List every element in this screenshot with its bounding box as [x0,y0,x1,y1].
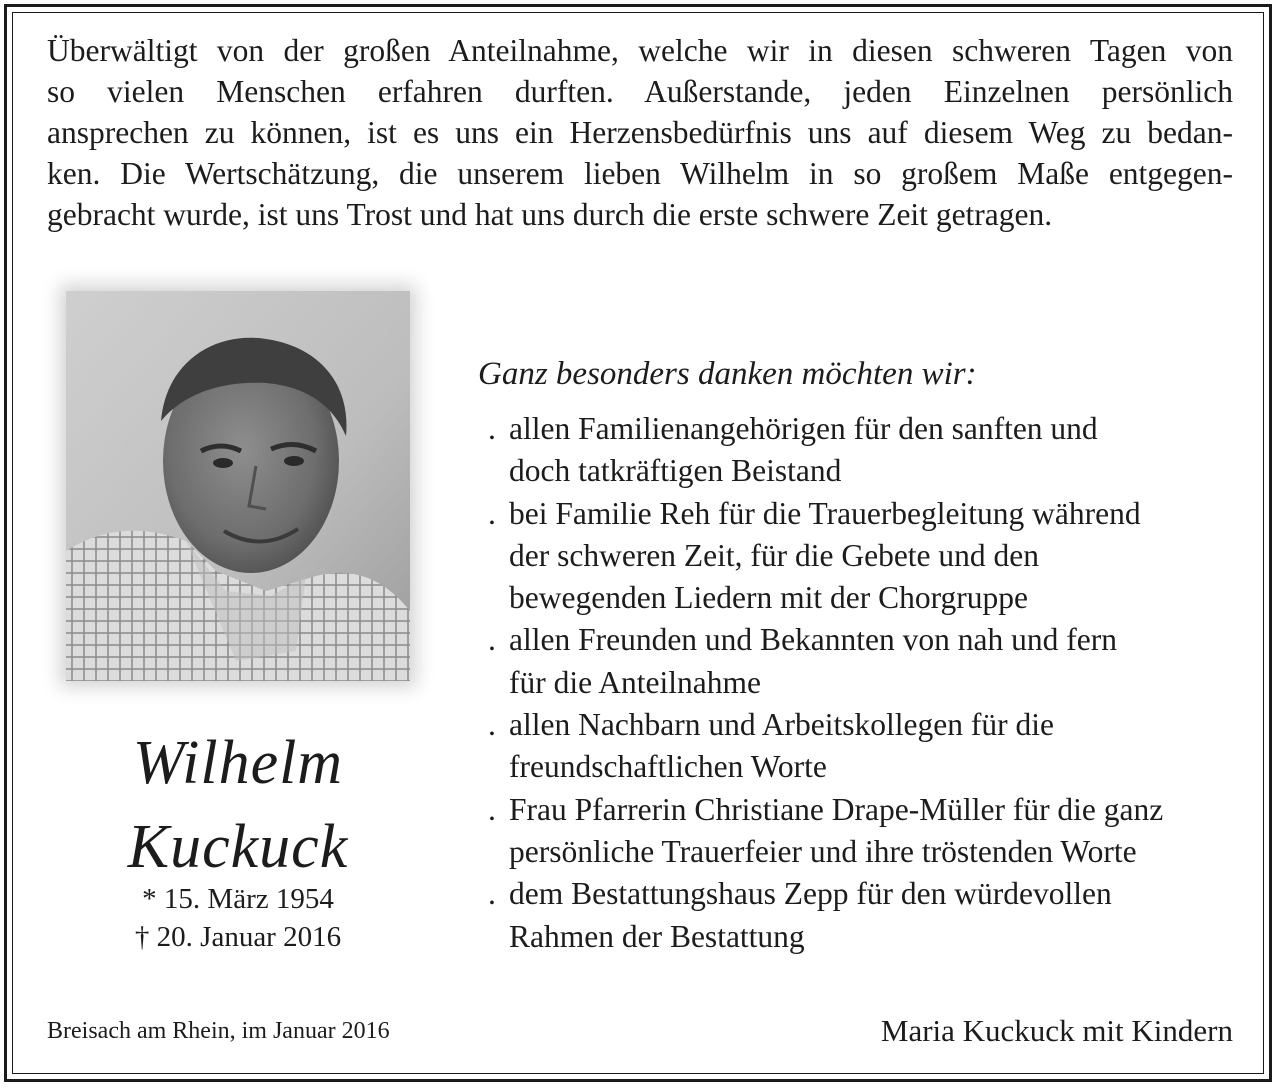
list-item-line: allen Familienangehörigen für den sanften und [509,411,1098,446]
list-item [488,493,1248,620]
list-item [488,789,1248,874]
list-item-line: Frau Pfarrerin Christiane Drape-Müller für die ganz [509,791,1164,827]
list-item-line: bewegenden Liedern mit der Chorgruppe [509,580,1028,616]
intro-line: ken. Die Wertschätzung, die unserem lieben Wilhelm in so großem Maße entgegen- [47,156,1233,191]
bullet-dot: . [488,411,496,446]
intro-line: Überwältigt von der großen Anteilnahme, welche wir in diesen schweren Tagen von [47,33,1233,68]
last-name: Kuckuck [127,813,349,881]
list-item-line: persönliche Trauerfeier und ihre tröstenden Worte [509,833,1137,869]
list-item-line: freundschaftlichen Worte [509,749,827,785]
portrait-photo [66,291,410,681]
list-item-line: allen Freunden und Bekannten von nah und fern [509,622,1117,658]
thanks-list [488,408,1248,958]
bullet-dot: . [488,622,496,658]
list-item [488,408,1248,493]
intro-paragraph [47,30,1233,235]
list-item [488,704,1248,789]
bullet-dot: . [488,876,496,912]
intro-line: so vielen Menschen erfahren durften. Außerstande, jeden Einzelnen persönlich [47,74,1233,109]
list-item-line: doch tatkräftigen Beistand [509,453,842,489]
bullet-dot: . [488,495,496,531]
list-item-line: Rahmen der Bestattung [509,918,805,954]
bullet-dot: . [488,707,496,743]
intro-line: ansprechen zu können, ist es uns ein Herzensbedürfnis uns auf diesem Weg zu bedan- [47,115,1233,150]
list-item [488,619,1248,704]
list-item-line: bei Familie Reh für die Trauerbegleitung während [509,495,1141,531]
list-item-line: allen Nachbarn und Arbeitskollegen für die [509,707,1054,743]
thanks-heading: Ganz besonders danken möchten wir: [478,356,977,392]
signature: Maria Kuckuck mit Kindern [880,1013,1233,1048]
intro-line: gebracht wurde, ist uns Trost und hat uns durch die erste schwere Zeit getragen. [47,197,1053,232]
birth-date: * 15. März 1954 [142,883,334,915]
portrait-image [66,291,410,681]
list-item [488,873,1248,958]
first-name: Wilhelm [132,729,344,797]
place-and-date: Breisach am Rhein, im Januar 2016 [47,1018,390,1044]
list-item-line: der schweren Zeit, für die Gebete und den [509,537,1040,573]
list-item-line: dem Bestattungshaus Zepp für den würdevollen [509,876,1112,912]
death-date: † 20. Januar 2016 [134,921,342,953]
list-item-line: für die Anteilnahme [509,664,761,700]
bullet-dot: . [488,791,496,827]
